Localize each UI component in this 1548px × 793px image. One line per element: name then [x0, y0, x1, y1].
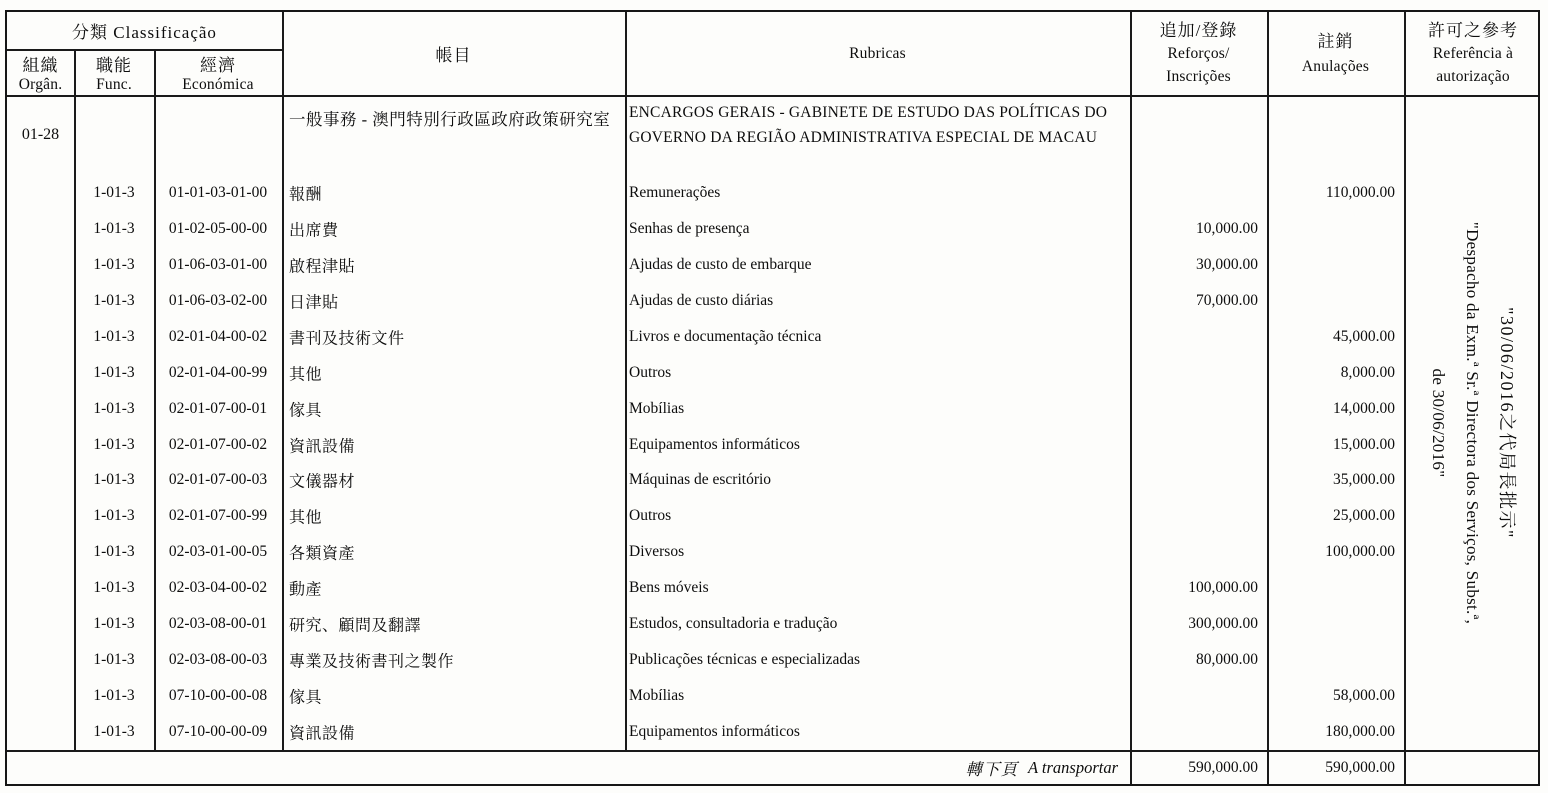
cell-func-code: 1-01-3: [93, 615, 135, 633]
table-row: [7, 355, 1542, 391]
header-authorization: [1404, 12, 1542, 95]
cell-econ-code: 02-01-07-00-02: [168, 435, 268, 453]
grid-line: [1404, 12, 1406, 784]
table-body-rows: [7, 175, 1542, 750]
grid-line: [7, 49, 282, 51]
cell-econ-code: 02-01-07-00-01: [168, 399, 268, 417]
cell-reforcos-amount: 70,000.00: [1196, 291, 1258, 309]
table-row: [7, 498, 1542, 534]
cell-econ-code: 02-03-04-00-02: [168, 579, 268, 597]
cell-rubrica: Máquinas de escritório: [629, 471, 772, 489]
header-reinf-zh: 追加/登錄: [1159, 20, 1238, 40]
grid-line: [7, 95, 1538, 97]
cell-rubrica: Equipamentos informáticos: [629, 723, 800, 741]
cell-account-zh: 文儀器材: [289, 473, 356, 491]
header-func-zh: 職能: [96, 55, 132, 75]
table-row: [7, 570, 1542, 606]
cell-func-code: 1-01-3: [93, 327, 135, 345]
cell-anulacoes-amount: 25,000.00: [1333, 507, 1395, 525]
cell-anulacoes-amount: 14,000.00: [1333, 399, 1395, 417]
cell-rubrica: Publicações técnicas e especializadas: [629, 651, 861, 669]
cell-account-zh: 動產: [289, 581, 323, 599]
header-org-zh: 組織: [22, 55, 59, 75]
cell-rubrica: Equipamentos informáticos: [629, 435, 800, 453]
cell-rubrica: Outros: [629, 507, 672, 525]
cell-account-zh: 其他: [289, 366, 323, 384]
authorization-note-line3: de 30/06/2016": [1429, 368, 1448, 477]
cell-account-zh: 研究、顧問及翻譯: [289, 617, 422, 635]
table-row: [7, 463, 1542, 499]
cell-func-code: 1-01-3: [93, 543, 135, 561]
header-reinforcements: [1130, 12, 1267, 95]
header-org-pt: Orgân.: [18, 75, 63, 93]
cell-account-zh: 傢具: [289, 689, 323, 707]
header-rubricas: Rubricas: [849, 44, 906, 62]
header-cancel-pt: Anulações: [1301, 57, 1370, 75]
authorization-note-line1: "30/06/2016之代局長批示": [1497, 306, 1517, 539]
cell-rubrica: Mobílias: [629, 399, 685, 417]
header-cancellations: [1267, 12, 1404, 95]
cell-econ-code: 01-06-03-01-00: [168, 255, 268, 273]
carry-forward-label-pt: A transportar: [1027, 758, 1118, 777]
section-rubrica: ENCARGOS GERAIS - GABINETE DE ESTUDO DAS POLÍTICAS DO GOVERNO DA REGIÃO ADMINISTRATIVA ESPECIAL DE MACAU: [629, 104, 1108, 146]
carry-forward-label-zh: 轉下頁: [965, 760, 1018, 779]
cell-econ-code: 02-01-04-00-99: [168, 363, 268, 381]
cell-anulacoes-amount: 45,000.00: [1333, 327, 1395, 345]
cell-func-code: 1-01-3: [93, 471, 135, 489]
org-code: 01-28: [21, 126, 60, 143]
cell-rubrica: Ajudas de custo de embarque: [629, 255, 812, 273]
cell-rubrica: Livros e documentação técnica: [629, 327, 822, 345]
cell-rubrica: Bens móveis: [629, 579, 709, 597]
header-econ: [154, 49, 282, 95]
cell-func-code: 1-01-3: [93, 291, 135, 309]
table-row: [7, 678, 1542, 714]
grid-line: [282, 12, 284, 750]
cell-econ-code: 07-10-00-00-09: [168, 723, 268, 741]
cell-reforcos-amount: 30,000.00: [1196, 255, 1258, 273]
grid-line: [1130, 12, 1132, 784]
cell-anulacoes-amount: 110,000.00: [1325, 183, 1395, 201]
cell-account-zh: 書刊及技術文件: [289, 330, 405, 348]
cell-func-code: 1-01-3: [93, 507, 135, 525]
cell-func-code: 1-01-3: [93, 687, 135, 705]
cell-econ-code: 02-01-04-00-02: [168, 327, 268, 345]
header-classification: 分類 Classificação: [72, 23, 217, 42]
section-account-zh: 一般事務 - 澳門特別行政區政府政策研究室: [289, 110, 611, 129]
cell-account-zh: 其他: [289, 509, 323, 527]
carry-forward-label: [7, 750, 1130, 786]
table-row: [7, 391, 1542, 427]
cell-rubrica: Remunerações: [629, 183, 721, 201]
table-row: [7, 247, 1542, 283]
cell-account-zh: 資訊設備: [289, 438, 356, 456]
header-auth-pt2: autorização: [1436, 67, 1510, 85]
cell-func-code: 1-01-3: [93, 219, 135, 237]
total-reforcos: 590,000.00: [1188, 759, 1258, 776]
header-reinf-pt2: Inscrições: [1166, 67, 1231, 85]
header-auth-zh: 許可之參考: [1428, 20, 1518, 40]
cell-econ-code: 02-03-08-00-03: [168, 651, 268, 669]
cell-rubrica: Mobílias: [629, 687, 685, 705]
cell-anulacoes-amount: 100,000.00: [1325, 543, 1395, 561]
cell-account-zh: 專業及技術書刊之製作: [289, 653, 455, 671]
header-org: [7, 49, 74, 95]
cell-anulacoes-amount: 15,000.00: [1333, 435, 1395, 453]
cell-econ-code: 02-01-07-00-03: [168, 471, 268, 489]
cell-func-code: 1-01-3: [93, 723, 135, 741]
cell-func-code: 1-01-3: [93, 399, 135, 417]
cell-account-zh: 傢具: [289, 402, 323, 420]
cell-anulacoes-amount: 180,000.00: [1325, 723, 1395, 741]
header-econ-pt: Económica: [182, 75, 254, 93]
cell-econ-code: 02-03-01-00-05: [168, 543, 268, 561]
table-row: [7, 606, 1542, 642]
authorization-note: [1404, 95, 1542, 750]
header-func: [74, 49, 154, 95]
cell-func-code: 1-01-3: [93, 651, 135, 669]
table-row: [7, 211, 1542, 247]
cell-rubrica: Outros: [629, 363, 672, 381]
header-func-pt: Func.: [96, 75, 132, 93]
cell-econ-code: 07-10-00-00-08: [168, 687, 268, 705]
cell-func-code: 1-01-3: [93, 579, 135, 597]
header-auth-pt1: Referência à: [1432, 45, 1514, 63]
total-anulacoes: 590,000.00: [1325, 759, 1395, 776]
cell-reforcos-amount: 300,000.00: [1188, 615, 1258, 633]
header-cancel-zh: 註銷: [1317, 32, 1354, 52]
cell-rubrica: Senhas de presença: [629, 219, 750, 237]
cell-econ-code: 02-01-07-00-99: [168, 507, 268, 525]
grid-line: [625, 12, 627, 750]
cell-account-zh: 日津貼: [289, 294, 339, 312]
cell-econ-code: 01-02-05-00-00: [168, 219, 268, 237]
cell-reforcos-amount: 10,000.00: [1196, 219, 1258, 237]
cell-econ-code: 01-06-03-02-00: [168, 291, 268, 309]
cell-rubrica: Estudos, consultadoria e tradução: [629, 615, 838, 633]
grid-line: [74, 49, 76, 750]
cell-func-code: 1-01-3: [93, 183, 135, 201]
table-row: [7, 534, 1542, 570]
cell-account-zh: 資訊設備: [289, 725, 356, 743]
table-row: [7, 283, 1542, 319]
cell-reforcos-amount: 80,000.00: [1196, 651, 1258, 669]
cell-reforcos-amount: 100,000.00: [1188, 579, 1258, 597]
cell-rubrica: Diversos: [629, 543, 685, 561]
cell-func-code: 1-01-3: [93, 255, 135, 273]
cell-anulacoes-amount: 8,000.00: [1340, 363, 1395, 381]
cell-account-zh: 啟程津貼: [289, 258, 356, 276]
cell-econ-code: 02-03-08-00-01: [168, 615, 268, 633]
cell-anulacoes-amount: 58,000.00: [1333, 687, 1395, 705]
table-row: [7, 427, 1542, 463]
authorization-note-text: [1421, 103, 1525, 743]
cell-func-code: 1-01-3: [93, 435, 135, 453]
grid-line: [154, 49, 156, 750]
header-econ-zh: 經濟: [200, 55, 236, 75]
header-reinf-pt1: Reforços/: [1167, 45, 1230, 63]
cell-func-code: 1-01-3: [93, 363, 135, 381]
table-row: [7, 642, 1542, 678]
cell-account-zh: 各類資產: [289, 545, 356, 563]
table-row: [7, 714, 1542, 750]
budget-table: [5, 10, 1540, 786]
cell-account-zh: 報酬: [289, 186, 323, 204]
cell-account-zh: 出席費: [289, 222, 339, 240]
table-row: [7, 175, 1542, 211]
cell-econ-code: 01-01-03-01-00: [168, 183, 268, 201]
table-row: [7, 319, 1542, 355]
grid-line: [1267, 12, 1269, 784]
cell-anulacoes-amount: 35,000.00: [1333, 471, 1395, 489]
header-account: 帳目: [435, 46, 472, 65]
cell-rubrica: Ajudas de custo diárias: [629, 291, 774, 309]
authorization-note-line2: "Despacho da Exm.ª Sr.ª Directora dos Serviços, Subst.ª,: [1463, 221, 1482, 624]
grid-line: [7, 750, 1538, 752]
